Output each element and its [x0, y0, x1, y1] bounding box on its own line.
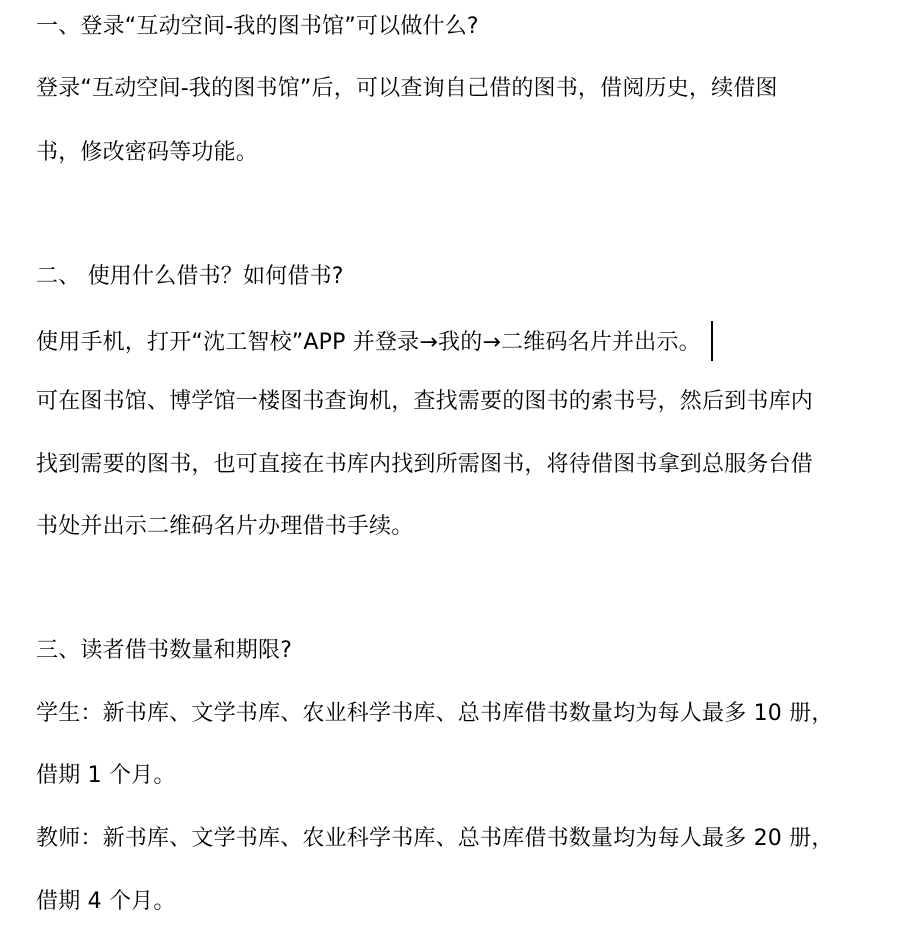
section-2-paragraph-line: 书处并出示二维码名片办理借书手续。 [36, 514, 414, 539]
section-1-heading: 一、登录“互动空间-我的图书馆”可以做什么? [36, 14, 479, 39]
section-2-paragraph-line [36, 323, 713, 363]
section-1-paragraph-line: 登录“互动空间-我的图书馆”后，可以查询自己借的图书，借阅历史，续借图 [36, 76, 778, 101]
student-rule-line: 借期 1 个月。 [36, 763, 176, 788]
section-2-heading: 二、 使用什么借书？如何借书? [36, 264, 344, 289]
section-1-paragraph-line: 书，修改密码等功能。 [36, 140, 259, 165]
teacher-rule-line: 教师：新书库、文学书库、农业科学书库、总书库借书数量均为每人最多 20 册， [36, 826, 834, 851]
teacher-rule-line: 借期 4 个月。 [36, 889, 176, 914]
student-rule-line: 学生：新书库、文学书库、农业科学书库、总书库借书数量均为每人最多 10 册， [36, 701, 834, 726]
section-3-heading: 三、读者借书数量和期限? [36, 638, 293, 663]
section-2-paragraph-line: 可在图书馆、博学馆一楼图书查询机，查找需要的图书的索书号，然后到书库内 [36, 389, 814, 414]
section-2-paragraph-line: 找到需要的图书，也可直接在书库内找到所需图书，将待借图书拿到总服务台借 [36, 452, 814, 477]
text-cursor [711, 321, 713, 361]
app-instruction-text: 使用手机，打开“沈工智校”APP 并登录→我的→二维码名片并出示。 [36, 330, 701, 355]
